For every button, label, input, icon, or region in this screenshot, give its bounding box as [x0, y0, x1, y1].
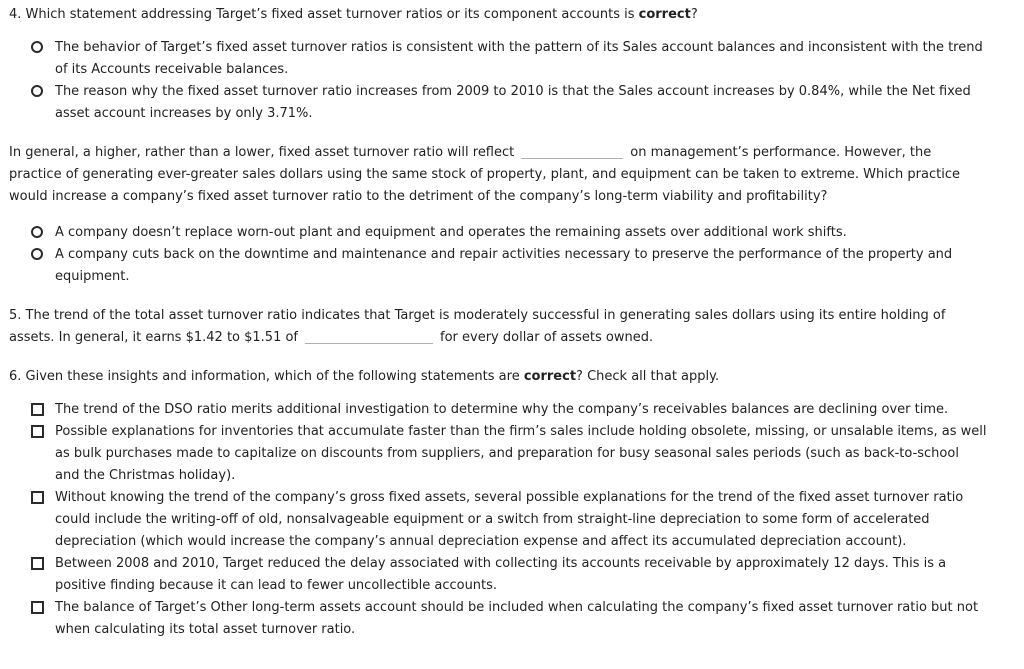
question-4-title-text: 4. Which statement addressing Target’s fixed asset turnover ratios or its component accounts is — [9, 7, 639, 22]
q6-option-1[interactable] — [9, 399, 1014, 421]
q6-option-1-text: The trend of the DSO ratio merits additional investigation to determine why the company’s receivables balances are declining over time. — [55, 402, 949, 417]
general-line3-text: would increase a company’s fixed asset turnover ratio to the detriment of the company’s long-term viability and profitability? — [9, 189, 828, 204]
q4-option-2-text: The reason why the fixed asset turnover ratio increases from 2009 to 2010 is that the Sales account increases by 0.84%, while the Net fixed — [55, 84, 971, 99]
checkbox[interactable] — [31, 601, 44, 614]
general-option-2-text: A company cuts back on the downtime and maintenance and repair activities necessary to preserve the performance of the property and — [55, 247, 953, 262]
question-page — [9, 4, 1014, 641]
q6-option-3-text-cont: depreciation (which would increase the company’s annual depreciation expense and affect its accumulated depreciation account). — [55, 534, 907, 549]
question-6-title-emphasis: correct — [523, 369, 577, 384]
general-line2-text: practice of generating ever-greater sales dollars using the same stock of property, plant, and equipment can be taken to extreme. Which practice — [9, 167, 960, 182]
q6-option-2-text-cont: as bulk purchases made to capitalize on discounts from suppliers, and preparation for busy seasonal sales periods (such as back-to-school — [55, 446, 959, 461]
general-option-1[interactable] — [9, 222, 1014, 244]
question-4-title — [9, 4, 1014, 26]
q6-option-5-text-cont: when calculating its total asset turnover ratio. — [55, 622, 356, 637]
question-4-title-end: ? — [690, 7, 698, 22]
question-5 — [9, 305, 1014, 349]
question-5-line2-text-end: for every dollar of assets owned. — [440, 330, 654, 345]
q4-option-1-text: The behavior of Target’s fixed asset turnover ratios is consistent with the pattern of its Sales account balances and inconsistent with the trend — [55, 40, 983, 55]
q6-option-5-text: The balance of Target’s Other long-term assets account should be included when calculating the company’s fixed asset turnover ratio but not — [55, 600, 979, 615]
general-option-2[interactable] — [9, 244, 1014, 288]
question-6-title — [9, 366, 1014, 388]
q4-option-1[interactable] — [9, 37, 1014, 81]
general-line1-text: In general, a higher, rather than a lower, fixed asset turnover ratio will reflect — [9, 145, 515, 160]
q6-option-3-text: Without knowing the trend of the company’s gross fixed assets, several possible explanations for the trend of the fixed asset turnover ratio — [55, 490, 964, 505]
q4-option-2-text-cont: asset account increases by only 3.71%. — [55, 106, 313, 121]
q6-option-2[interactable] — [9, 421, 1014, 487]
checkbox[interactable] — [31, 491, 44, 504]
q4-option-2[interactable] — [9, 81, 1014, 125]
question-5-line2-text: assets. In general, it earns $1.42 to $1.51 of — [9, 330, 299, 345]
q6-option-5[interactable] — [9, 597, 1014, 641]
general-option-2-text-cont: equipment. — [55, 269, 130, 284]
radio-button[interactable] — [31, 226, 43, 238]
general-paragraph — [9, 142, 1014, 208]
checkbox[interactable] — [31, 557, 44, 570]
fill-in-blank-dropdown[interactable] — [521, 143, 623, 159]
question-5-line1: 5. The trend of the total asset turnover ratio indicates that Target is moderately successful in generating sales dollars using its entire holding of — [9, 308, 946, 323]
general-option-1-text: A company doesn’t replace worn-out plant and equipment and operates the remaining assets over additional work shifts. — [55, 225, 847, 240]
fill-in-blank-dropdown[interactable] — [305, 328, 433, 344]
question-6-title-end: ? Check all that apply. — [576, 369, 720, 384]
checkbox[interactable] — [31, 403, 44, 416]
radio-button[interactable] — [31, 41, 43, 53]
radio-button[interactable] — [31, 248, 43, 260]
q6-option-4-text-cont: positive finding because it can lead to fewer uncollectible accounts. — [55, 578, 498, 593]
question-4-title-emphasis: correct — [638, 7, 691, 22]
q6-option-2-text-cont: and the Christmas holiday). — [55, 468, 236, 483]
q6-option-4-text: Between 2008 and 2010, Target reduced the delay associated with collecting its accounts receivable by approximately 12 days. This is a — [55, 556, 947, 571]
q6-option-2-text: Possible explanations for inventories that accumulate faster than the firm’s sales include holding obsolete, missing, or unsalable items, as well — [55, 424, 987, 439]
checkbox[interactable] — [31, 425, 44, 438]
general-line1-text-end: on management’s performance. However, the — [630, 145, 932, 160]
q6-option-3-text-cont: could include the writing-off of old, nonsalvageable equipment or a switch from straight-line depreciation to some form of accelerated — [55, 512, 930, 527]
q4-option-1-text-cont: of its Accounts receivable balances. — [55, 62, 289, 77]
q6-option-3[interactable] — [9, 487, 1014, 553]
question-6-title-text: 6. Given these insights and information, which of the following statements are — [9, 369, 524, 384]
q6-option-4[interactable] — [9, 553, 1014, 597]
radio-button[interactable] — [31, 85, 43, 97]
